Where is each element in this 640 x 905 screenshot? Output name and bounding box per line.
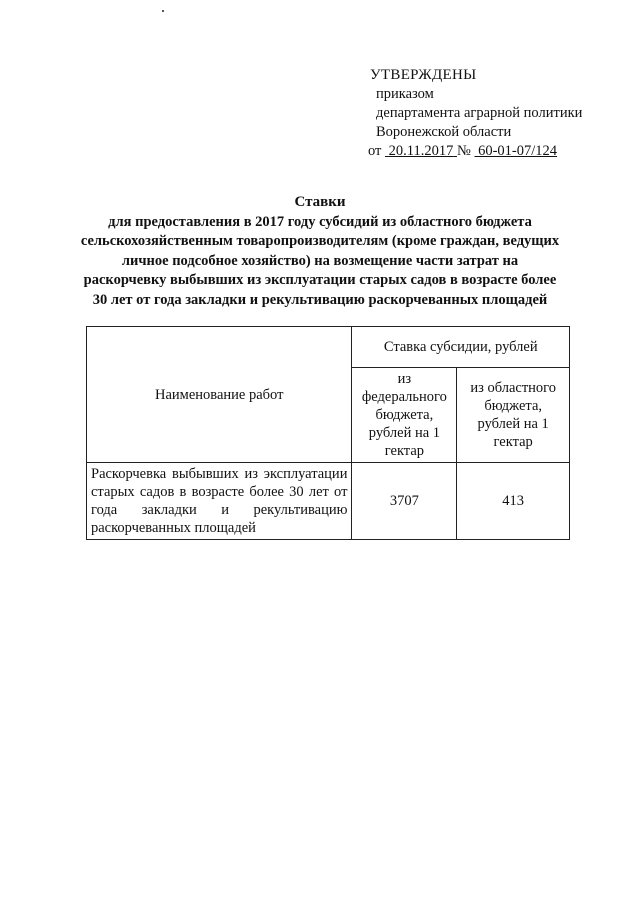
title-main: Ставки [294, 194, 346, 210]
header-regional-cell: из областного бюджета, рублей на 1 гектар [457, 368, 570, 463]
order-number: 60-01-07/124 [478, 143, 558, 159]
header-rate-cell: Ставка субсидии, рублей [352, 327, 570, 368]
row-federal-value: 3707 [352, 463, 457, 540]
table-header-row [87, 327, 570, 368]
title-line-5: 30 лет от года закладки и рекультивацию раскорчеванных площадей [92, 291, 548, 308]
approval-region-line: Воронежской области [376, 124, 512, 140]
title-line-4: раскорчевку выбывших из эксплуатации старых садов в возрасте более [83, 272, 557, 288]
approval-department-line: департамента аграрной политики [376, 105, 583, 121]
header-name-cell: Наименование работ [87, 327, 352, 463]
approval-block [368, 66, 628, 161]
approval-order-line: приказом [376, 86, 434, 102]
approval-heading: УТВЕРЖДЕНЫ [370, 67, 477, 83]
number-prefix: № [457, 143, 471, 159]
document-title [70, 193, 570, 310]
scan-speck [162, 10, 164, 12]
row-work-name: Раскорчевка выбывших из эксплуатации старых садов в возрасте более 30 лет от года закладки и рекультивацию раскорчеванных площадей [87, 463, 352, 540]
order-date: 20.11.2017 [388, 143, 454, 159]
header-federal-cell: из федерального бюджета, рублей на 1 гектар [352, 368, 457, 463]
row-regional-value: 413 [457, 463, 570, 540]
table-row [87, 463, 570, 540]
title-line-3: личное подсобное хозяйство) на возмещение части затрат на [121, 252, 519, 269]
approval-date-line [368, 142, 628, 161]
rates-table [86, 326, 570, 540]
date-prefix: от [368, 143, 382, 159]
title-line-2: сельскохозяйственным товаропроизводителям (кроме граждан, ведущих [80, 233, 560, 249]
title-line-1: для предоставления в 2017 году субсидий из областного бюджета [108, 213, 532, 230]
